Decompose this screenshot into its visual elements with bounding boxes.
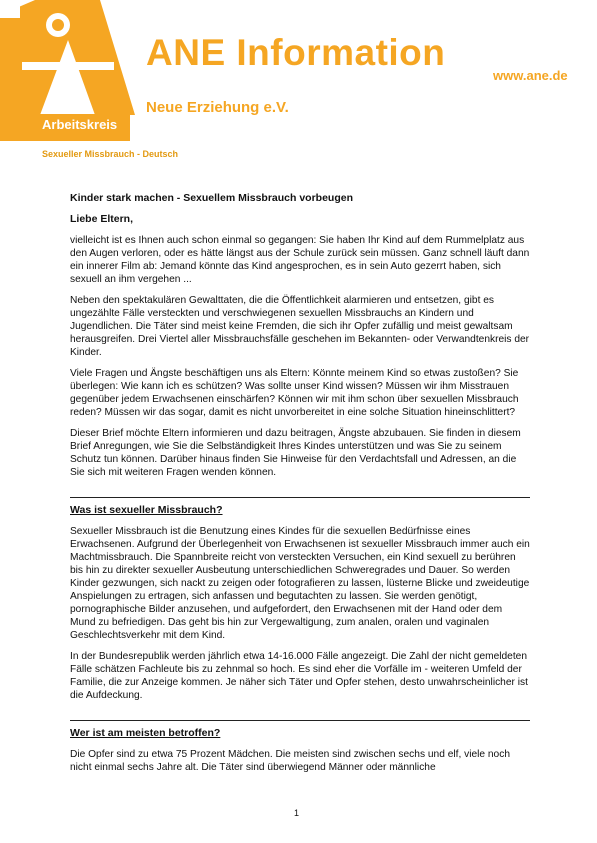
- paragraph: Die Opfer sind zu etwa 75 Prozent Mädchen. Die meisten sind zwischen sechs und elf, viele noch nicht einmal sechs Jahre alt. Die Täter sind überwiegend Männer oder männliche: [70, 749, 510, 773]
- paragraph: In der Bundesrepublik werden jährlich etwa 14-16.000 Fälle angezeigt. Die Zahl der nicht gemeldeten Fälle schätzen Fachleute bis zu zehnmal so hoch. Es sind eher die Vorfälle im - weiteren Umfeld der Familie, die zur Anzeige kommen. Je näher sich Täter und Opfer stehen, desto unwahrscheinlicher ist die Aufdeckung.: [70, 651, 528, 701]
- paragraph: vielleicht ist es Ihnen auch schon einmal so gegangen: Sie haben Ihr Kind auf dem Rummelplatz aus den Augen verloren, oder es hätte längst aus der Schule zurück sein müssen. Ganz schnell läuft dann ein innerer Film ab: Jemand könnte das Kind angesprochen, es in sein Auto gezerrt haben, sich sexuell an ihm vergehen ...: [70, 235, 530, 285]
- section-heading: Wer ist am meisten betroffen?: [70, 727, 221, 739]
- divider: [70, 497, 530, 498]
- document-body: [70, 192, 530, 782]
- greeting: Liebe Eltern,: [70, 213, 134, 225]
- page-number: 1: [294, 808, 300, 818]
- paragraph: Sexueller Missbrauch ist die Benutzung eines Kindes für die sexuellen Bedürfnisse eines Erwachsenen. Aufgrund der Überlegenheit von Erwachsenen ist sexueller Missbrauch immer auch ein Machtmissbrauch. Die Spannbreite reicht von versteckten Versuchen, ein Kind sexuell zu berühren bis hin zu direkter sexueller Ausbeutung unterschiedlichen Schweregrades und Dauer. So werden Kinder gezwungen, sich nackt zu zeigen oder fotografieren zu lassen, lüsterne Blicke und zweideutige Anspielungen zu ertragen, sich anfassen und begutachten zu lassen. Sie werden genötigt, pornographische Bilder anzusehen, und aufgefordert, den Erwachsenen mit der Hand oder dem Mund zu befriedigen. Das geht bis hin zur Vergewaltigung, zum analen, oralen und vaginalen Geschlechtsverkehr mit dem Kind.: [70, 526, 530, 641]
- website-link[interactable]: www.ane.de: [493, 68, 568, 83]
- section-heading: Was ist sexueller Missbrauch?: [70, 504, 223, 516]
- document-title: Kinder stark machen - Sexuellem Missbrauch vorbeugen: [70, 192, 354, 204]
- page-header: [0, 0, 597, 142]
- band-label: Arbeitskreis: [42, 117, 118, 132]
- header-title: ANE Information: [146, 32, 446, 73]
- paragraph: Dieser Brief möchte Eltern informieren und dazu beitragen, Ängste abzubauen. Sie finden in diesem Brief Anregungen, wie Sie die Selbständigkeit Ihres Kindes unterstützen und was Sie zu seinem Schutz tun können. Darüber hinaus finden Sie Hinweise für den Verdachtsfall und Adressen, an die Sie sich mit weiteren Fragen wenden können.: [70, 428, 521, 478]
- section-tag: Sexueller Missbrauch - Deutsch: [42, 149, 179, 159]
- divider: [70, 720, 530, 721]
- paragraph: Neben den spektakulären Gewalttaten, die die Öffentlichkeit alarmieren und entsetzen, gibt es ungezählte Fälle versteckten und verschwiegenen sexuellen Missbrauchs an Kindern und Jugendlichen. Die Täter sind meist keine Fremden, die sich ihr Opfer zufällig und meist gewaltsam herausgreifen. Drei Viertel aller Missbrauchsfälle geschehen im Bekannten- oder Verwandtenkreis der Kinder.: [70, 295, 530, 358]
- header-subtitle: Neue Erziehung e.V.: [146, 99, 289, 116]
- ane-logo-icon: [0, 0, 140, 120]
- paragraph: Viele Fragen und Ängste beschäftigen uns als Eltern: Könnte meinem Kind so etwas zustoßen? Sie überlegen: Wie kann ich es schützen? Was sollte unser Kind wissen? Müssen wir ihm Misstrauen gegenüber jedem Erwachsenen einschärfen? Können wir mit ihm schon über sexuellen Missbrauch reden? Müssen wir das sogar, damit es nicht unvorbereitet in eine solche Situation hineinschlittert?: [70, 368, 519, 418]
